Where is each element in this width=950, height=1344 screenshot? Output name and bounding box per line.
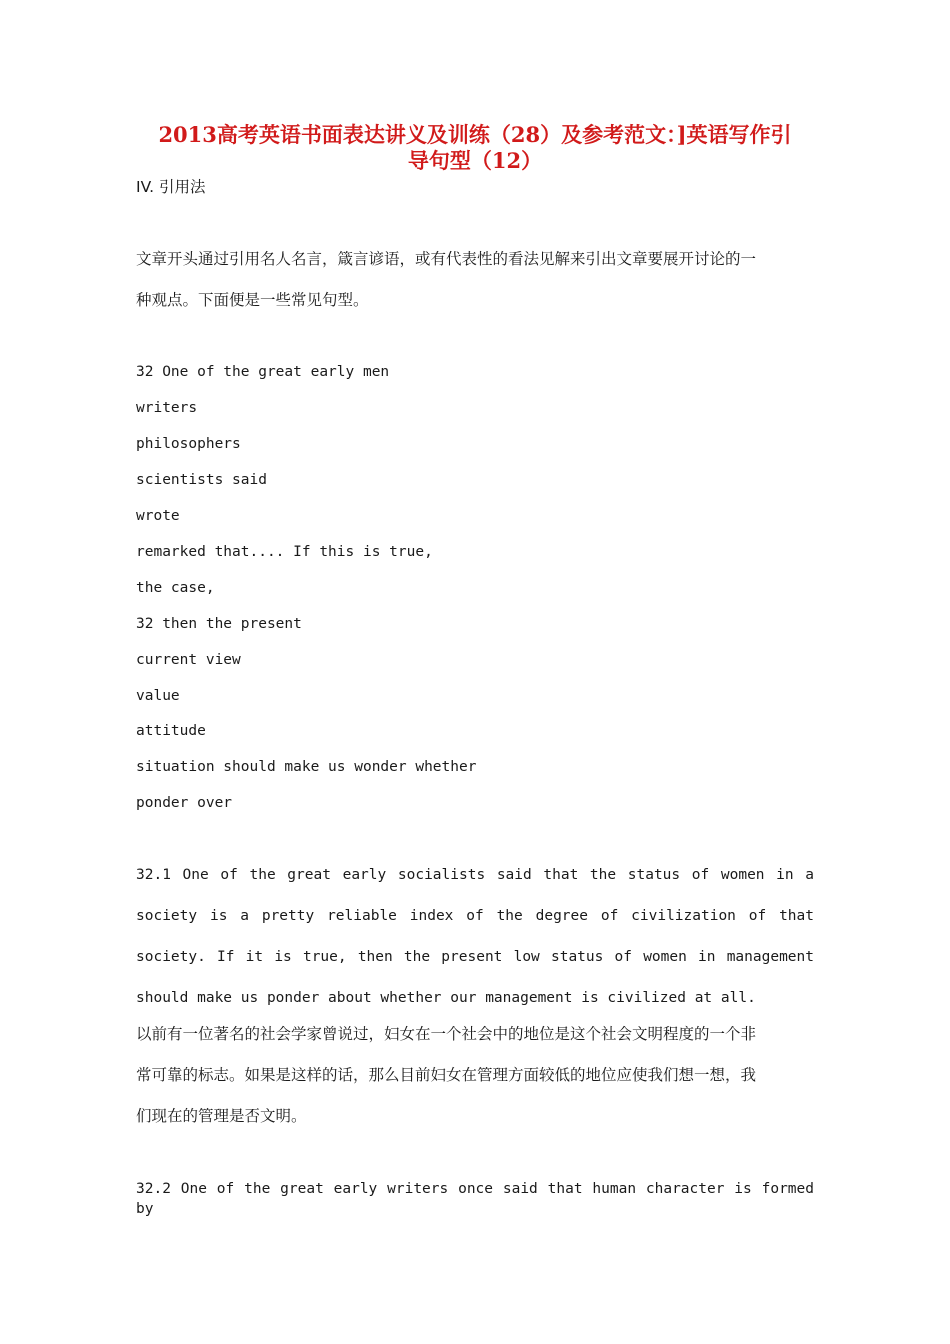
example-line: society. If it is true, then the present low status of women in management [136,949,814,965]
pattern-line: the case, [136,580,215,596]
example-line: 32.2 One of the great early writers once said that human character is formed by [136,1181,814,1217]
document-title [136,122,814,174]
pattern-line: 32 then the present [136,616,302,632]
pattern-line: philosophers [136,436,241,452]
translation-line: 常可靠的标志。如果是这样的话，那么目前妇女在管理方面较低的地位应使我们想一想，我 [136,1066,757,1084]
pattern-line: ponder over [136,795,233,811]
example-line: 32.1 One of the great early socialists said that the status of women in a [136,867,814,883]
translation-line: 们现在的管理是否文明。 [136,1107,307,1125]
pattern-line: writers [136,400,198,416]
section-heading: IV. 引用法 [136,178,206,196]
intro-line-1: 文章开头通过引用名人名言，箴言谚语，或有代表性的看法见解来引出文章要展开讨论的一 [136,250,757,268]
pattern-line: value [136,688,180,704]
title-line-1: 2013高考英语书面表达讲义及训练（28）及参考范文：]英语写作引 [158,122,792,147]
pattern-line: remarked that.... If this is true, [136,544,433,560]
pattern-line: situation should make us wonder whether [136,759,477,775]
pattern-line: wrote [136,508,180,524]
pattern-line: attitude [136,723,206,739]
pattern-line: current view [136,652,241,668]
example-line: should make us ponder about whether our management is civilized at all. [136,990,756,1006]
intro-line-2: 种观点。下面便是一些常见句型。 [136,291,369,309]
title-line-2: 导句型（12） [407,148,543,173]
pattern-line: 32 One of the great early men [136,364,390,380]
example-line: society is a pretty reliable index of the degree of civilization of that [136,908,814,924]
translation-line: 以前有一位著名的社会学家曾说过，妇女在一个社会中的地位是这个社会文明程度的一个非 [136,1025,757,1043]
pattern-line: scientists said [136,472,267,488]
